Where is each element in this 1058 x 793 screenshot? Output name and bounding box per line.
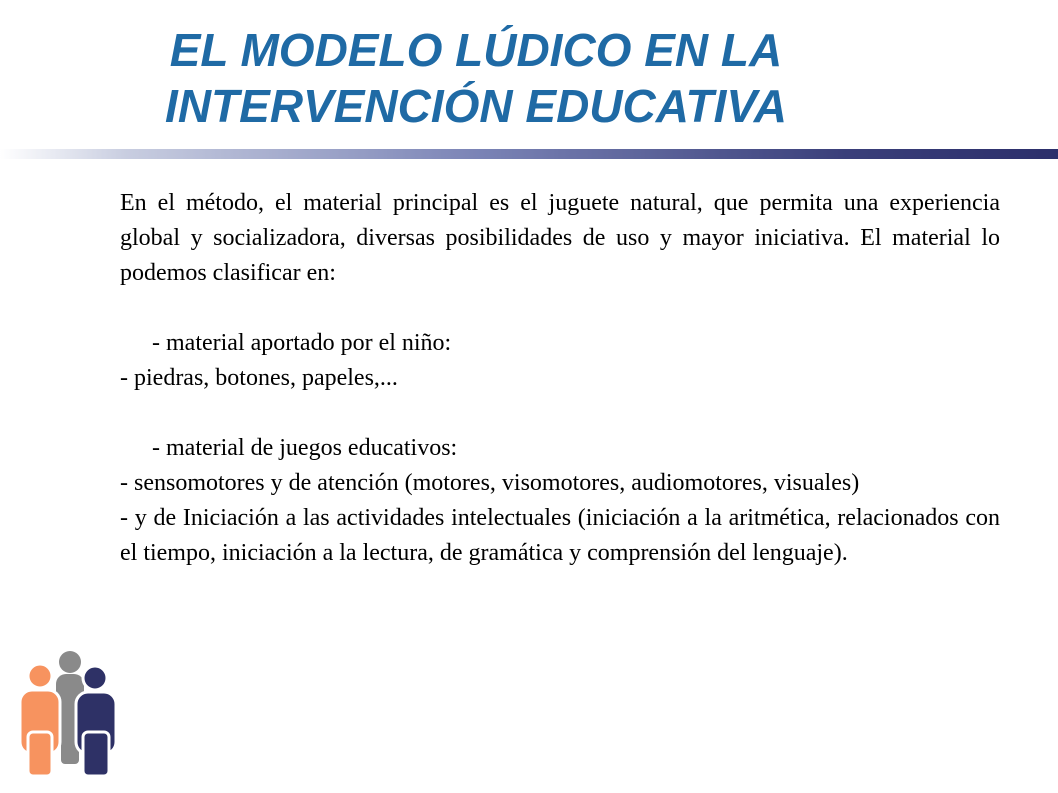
intro-paragraph: En el método, el material principal es el juguete natural, que permita una experiencia global y socializadora, diversas posibilidades de uso y mayor iniciativa. El material lo podemos clasificar en:	[120, 190, 1000, 286]
slide-title	[96, 22, 856, 134]
list-item-intellectual: - y de Iniciación a las actividades intelectuales (iniciación a la aritmética, relacionados con el tiempo, iniciación a la lectura, de gramática y comprensión del lenguaje).	[120, 505, 1000, 566]
title-line-2: INTERVENCIÓN EDUCATIVA	[165, 80, 787, 132]
list-item-sensorimotor: - sensomotores y de atención (motores, visomotores, audiomotores, visuales)	[120, 470, 860, 496]
person-orange-icon	[20, 664, 60, 776]
section-heading-educational-games: - material de juegos educativos:	[152, 435, 458, 461]
section-heading-child-material: - material aportado por el niño:	[152, 330, 452, 356]
slide-body	[120, 186, 1000, 571]
list-item-child-material: - piedras, botones, papeles,...	[120, 365, 398, 391]
title-line-1: EL MODELO LÚDICO EN LA	[169, 24, 783, 76]
title-divider	[0, 149, 1058, 159]
people-group-icon	[14, 640, 124, 780]
